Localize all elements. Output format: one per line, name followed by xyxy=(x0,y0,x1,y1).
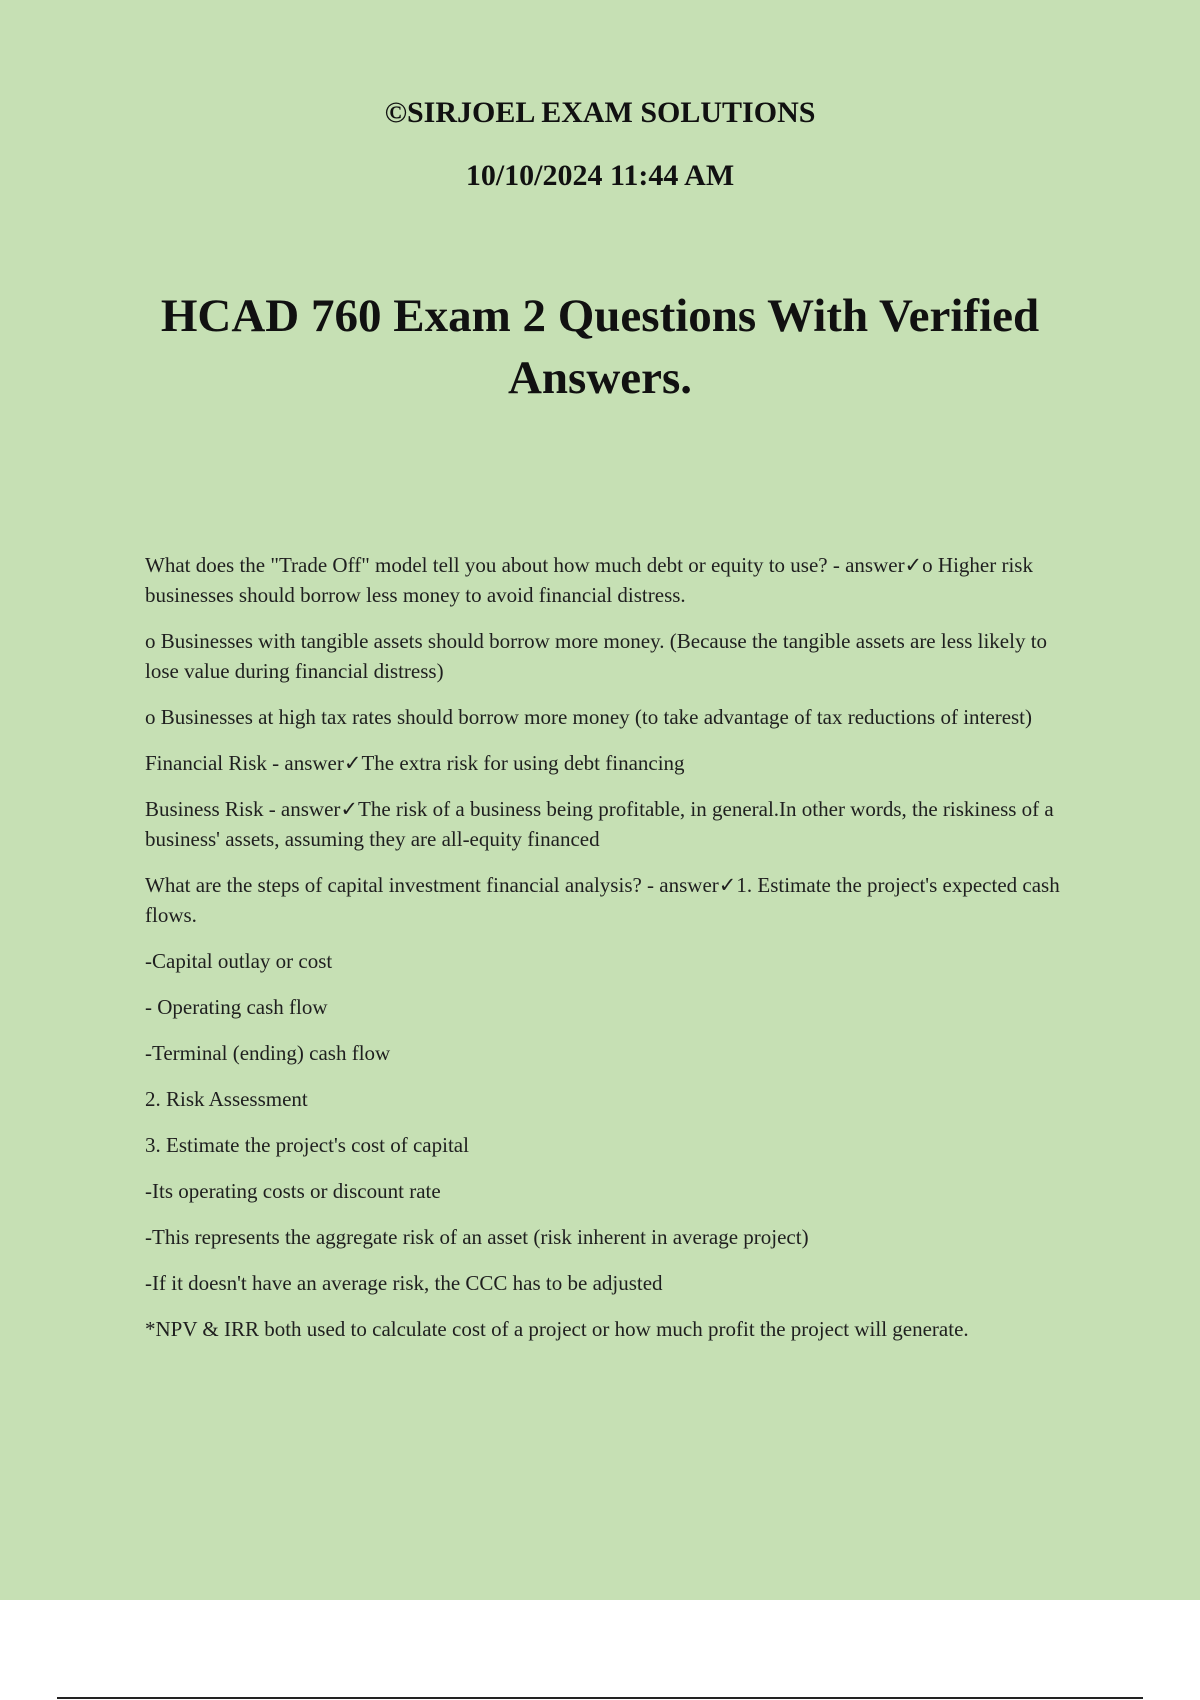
paragraph-average-risk: -If it doesn't have an average risk, the CCC has to be adjusted xyxy=(145,1271,663,1295)
paragraph-operating-cash-flow: - Operating cash flow xyxy=(145,995,328,1019)
paragraph-aggregate-risk: -This represents the aggregate risk of an asset (risk inherent in average project) xyxy=(145,1225,809,1249)
paragraph-cost-of-capital: 3. Estimate the project's cost of capital xyxy=(145,1133,469,1157)
paragraph-high-tax-rates: o Businesses at high tax rates should borrow more money (to take advantage of tax reductions of interest) xyxy=(145,705,1033,729)
paragraph-trade-off-question: What does the "Trade Off" model tell you about how much debt or equity to use? - answer✓o Higher risk businesses should borrow less money to avoid financial distress. xyxy=(145,553,1033,607)
paragraph-financial-risk: Financial Risk - answer✓The extra risk for using debt financing xyxy=(145,751,685,775)
document-body xyxy=(145,550,1085,1360)
paragraph-risk-assessment: 2. Risk Assessment xyxy=(145,1087,308,1111)
paragraph-npv-irr: *NPV & IRR both used to calculate cost of a project or how much profit the project will generate. xyxy=(145,1317,969,1341)
paragraph-business-risk: Business Risk - answer✓The risk of a business being profitable, in general.In other words, the riskiness of a business' assets, assuming they are all-equity financed xyxy=(145,797,1054,851)
paragraph-capital-outlay: -Capital outlay or cost xyxy=(145,949,333,973)
paragraph-capital-investment-steps: What are the steps of capital investment financial analysis? - answer✓1. Estimate the project's expected cash flows. xyxy=(145,873,1060,927)
footer-divider xyxy=(57,1697,1143,1699)
date-time-header: 10/10/2024 11:44 AM xyxy=(465,159,735,192)
paragraph-tangible-assets: o Businesses with tangible assets should borrow more money. (Because the tangible assets are less likely to lose value during financial distress) xyxy=(145,629,1048,683)
paragraph-terminal-cash-flow: -Terminal (ending) cash flow xyxy=(145,1041,391,1065)
document-title: HCAD 760 Exam 2 Questions With Verified Answers. xyxy=(160,290,1040,404)
company-header: ©SIRJOEL EXAM SOLUTIONS xyxy=(384,96,816,129)
paragraph-operating-costs: -Its operating costs or discount rate xyxy=(145,1179,441,1203)
